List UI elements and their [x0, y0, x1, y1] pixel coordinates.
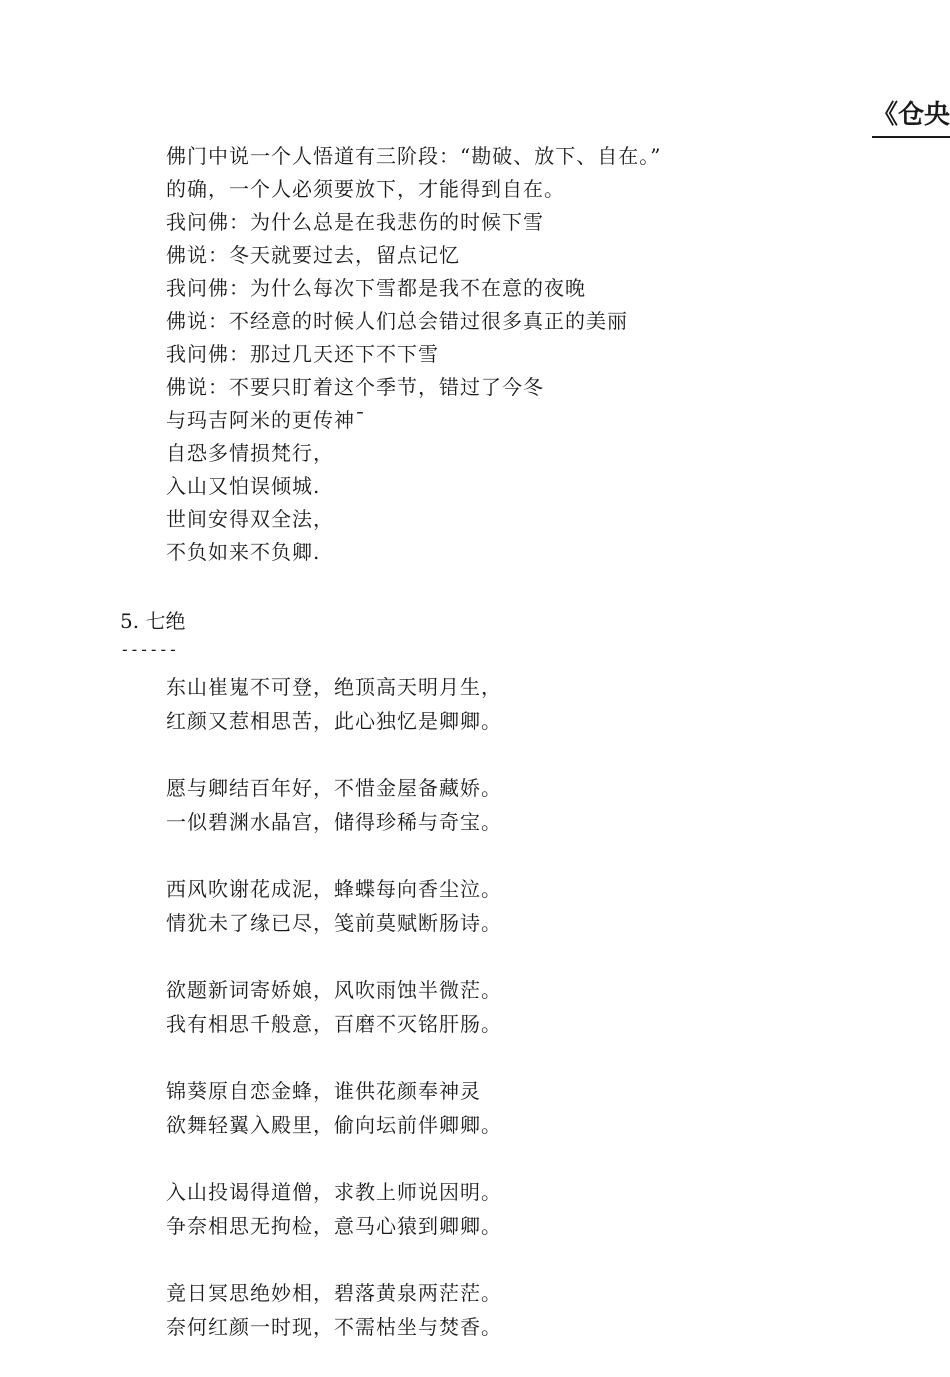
poem-stanza: [166, 872, 502, 940]
poem-line: 竟日冥思绝妙相，碧落黄泉两茫茫。: [166, 1281, 502, 1305]
poem-stanza: [166, 1074, 502, 1142]
intro-line: 的确，一个人必须要放下，才能得到自在。: [166, 177, 565, 201]
poem-stanza: [166, 670, 502, 738]
poem-line: 我有相思千般意，百磨不灭铭肝肠。: [166, 1012, 502, 1036]
intro-line: 世间安得双全法，: [166, 507, 334, 531]
intro-line: 佛说：不要只盯着这个季节，错过了今冬: [166, 375, 544, 399]
poem-line: 红颜又惹相思苦，此心独忆是卿卿。: [166, 709, 502, 733]
intro-line: 我问佛：为什么总是在我悲伤的时候下雪: [166, 210, 544, 234]
poem-line: 欲题新词寄娇娘，风吹雨蚀半微茫。: [166, 978, 502, 1002]
section-rule: ------: [120, 640, 178, 659]
intro-line: 佛说：冬天就要过去，留点记忆: [166, 243, 460, 267]
section-heading: 5. 七绝: [120, 609, 186, 633]
intro-line: 佛门中说一个人悟道有三阶段：“勘破、放下、自在。”: [166, 144, 662, 168]
intro-line: 不负如来不负卿.: [166, 540, 321, 564]
intro-passage: [166, 140, 661, 569]
intro-line: 我问佛：为什么每次下雪都是我不在意的夜晚: [166, 276, 586, 300]
poem-stanza: [166, 973, 502, 1041]
poem-stanza: [166, 1276, 502, 1344]
intro-line: 自恐多情损梵行，: [166, 441, 334, 465]
intro-line: 与玛吉阿米的更传神¯: [166, 408, 366, 432]
poem-line: 西风吹谢花成泥，蜂蝶每向香尘泣。: [166, 877, 502, 901]
poem-stanza: [166, 771, 502, 839]
poem-line: 东山崔嵬不可登，绝顶高天明月生，: [166, 675, 502, 699]
poem-stanza: [166, 1175, 502, 1243]
poem-line: 锦葵原自恋金蜂，谁供花颜奉神灵: [166, 1079, 481, 1103]
poem-line: 奈何红颜一时现，不需枯坐与焚香。: [166, 1315, 502, 1339]
poem-line: 入山投谒得道僧，求教上师说因明。: [166, 1180, 502, 1204]
poem-line: 争奈相思无拘检，意马心猿到卿卿。: [166, 1214, 502, 1238]
intro-line: 我问佛：那过几天还下不下雪: [166, 342, 439, 366]
intro-line: 佛说：不经意的时候人们总会错过很多真正的美丽: [166, 309, 628, 333]
poem-body: [166, 670, 502, 1377]
poem-line: 情犹未了缘已尽，笺前莫赋断肠诗。: [166, 911, 502, 935]
book-title-header: 《仓央: [872, 98, 950, 138]
poem-line: 欲舞轻翼入殿里，偷向坛前伴卿卿。: [166, 1113, 502, 1137]
intro-line: 入山又怕误倾城.: [166, 474, 321, 498]
poem-line: 一似碧渊水晶宫，储得珍稀与奇宝。: [166, 810, 502, 834]
poem-line: 愿与卿结百年好，不惜金屋备藏娇。: [166, 776, 502, 800]
